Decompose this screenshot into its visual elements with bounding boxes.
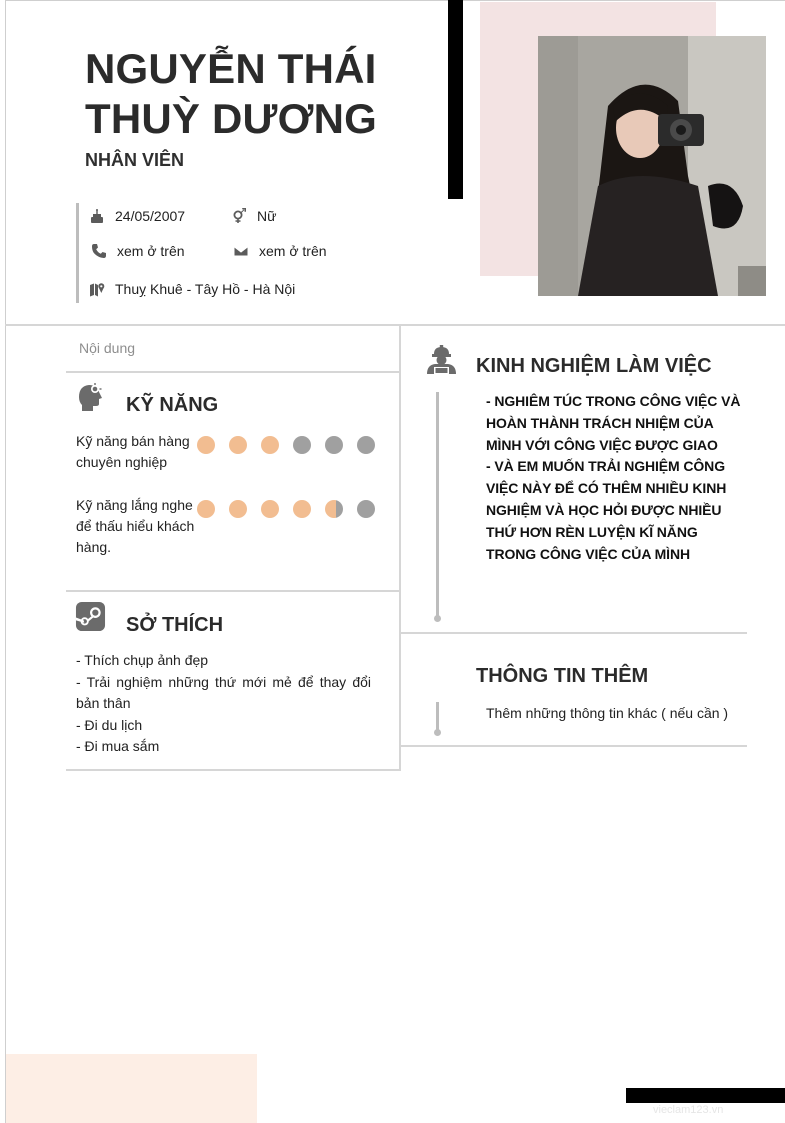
steam-icon <box>75 601 106 632</box>
experience-timeline <box>436 392 439 617</box>
hobby-item: - Trải nghiệm những thứ mới mẻ để thay đổi bản thân <box>76 673 371 712</box>
rating-dot <box>261 436 279 454</box>
decor-black-bar-bottom <box>626 1088 785 1103</box>
profile-photo <box>538 36 766 296</box>
map-icon <box>88 280 106 298</box>
gender-value: Nữ <box>257 208 277 224</box>
content-placeholder[interactable]: Nội dung <box>79 340 136 356</box>
divider-hobbies-bottom <box>66 769 400 771</box>
divider-extra-bottom <box>401 745 747 747</box>
hobby-item: - Thích chụp ảnh đẹp <box>76 652 209 668</box>
decor-peach-block <box>6 1054 257 1123</box>
contact-gender <box>230 207 276 225</box>
envelope-icon <box>232 242 250 260</box>
experience-description <box>486 391 746 565</box>
divider-column <box>399 326 401 771</box>
phone-value: xem ở trên <box>117 243 185 259</box>
rating-dot <box>197 436 215 454</box>
skill-2-rating <box>197 500 375 518</box>
rating-dot <box>325 436 343 454</box>
job-title: NHÂN VIÊN <box>85 150 185 170</box>
extra-timeline-dot <box>434 729 441 736</box>
gender-icon <box>230 207 248 225</box>
hobbies-list <box>76 650 371 758</box>
hobbies-title: SỞ THÍCH <box>126 614 224 636</box>
experience-timeline-dot <box>434 615 441 622</box>
decor-black-bar-top <box>448 0 463 199</box>
rating-dot <box>197 500 215 518</box>
divider-hobbies-top <box>66 590 399 592</box>
contact-address <box>88 280 295 298</box>
rating-dot <box>357 500 375 518</box>
extra-info-title: THÔNG TIN THÊM <box>476 665 649 687</box>
extra-timeline <box>436 702 439 732</box>
experience-line: - VÀ EM MUỐN TRẢI NGHIỆM CÔNG VIỆC NÀY ĐỂ CÓ THÊM NHIỀU KINH NGHIỆM VÀ HỌC HỎI ĐƯỢC NHIỀU THỨ HƠN RÈN LUYỆN KĨ NĂNG TRONG CÔNG VIỆC CỦA MÌNH <box>486 458 727 562</box>
contact-phone[interactable] <box>90 242 185 260</box>
divider-skills-top <box>66 371 399 373</box>
extra-info-text: Thêm những thông tin khác ( nếu cần ) <box>486 705 729 721</box>
contact-birthday <box>88 207 185 225</box>
hobby-item: - Đi du lịch <box>76 716 143 733</box>
worker-laptop-icon <box>425 344 458 376</box>
skills-title: KỸ NĂNG <box>126 394 219 416</box>
full-name <box>85 44 445 144</box>
divider-main <box>5 324 785 326</box>
contact-email[interactable] <box>232 242 327 260</box>
name-line-1: NGUYỄN THÁI <box>85 45 377 92</box>
rating-dot <box>293 436 311 454</box>
cake-icon <box>88 207 106 225</box>
head-idea-icon <box>75 381 107 413</box>
email-value: xem ở trên <box>259 243 327 259</box>
experience-title: KINH NGHIỆM LÀM VIỆC <box>476 355 712 377</box>
divider-extra-top <box>401 632 747 634</box>
birthday-value: 24/05/2007 <box>115 208 186 224</box>
watermark: vieclam123.vn <box>653 1104 724 1116</box>
skill-1-rating <box>197 436 375 454</box>
skill-1-name: Kỹ năng bán hàng chuyên nghiệp <box>76 433 190 470</box>
address-value: Thuỵ Khuê - Tây Hồ - Hà Nội <box>115 281 296 297</box>
contact-accent-line <box>76 203 79 303</box>
rating-dot <box>261 500 279 518</box>
experience-line: - NGHIÊM TÚC TRONG CÔNG VIỆC VÀ HOÀN THÀNH TRÁCH NHIỆM CỦA MÌNH VỚI CÔNG VIỆC ĐƯỢC GIAO <box>486 393 741 453</box>
name-line-2: THUỲ DƯƠNG <box>85 95 378 142</box>
rating-dot <box>357 436 375 454</box>
rating-dot <box>229 436 247 454</box>
rating-dot <box>293 500 311 518</box>
rating-dot <box>229 500 247 518</box>
skill-2-name: Kỹ năng lắng nghe để thấu hiểu khách hàng. <box>76 497 195 555</box>
rating-dot <box>325 500 343 518</box>
phone-icon <box>90 242 108 260</box>
hobby-item: - Đi mua sắm <box>76 738 160 755</box>
